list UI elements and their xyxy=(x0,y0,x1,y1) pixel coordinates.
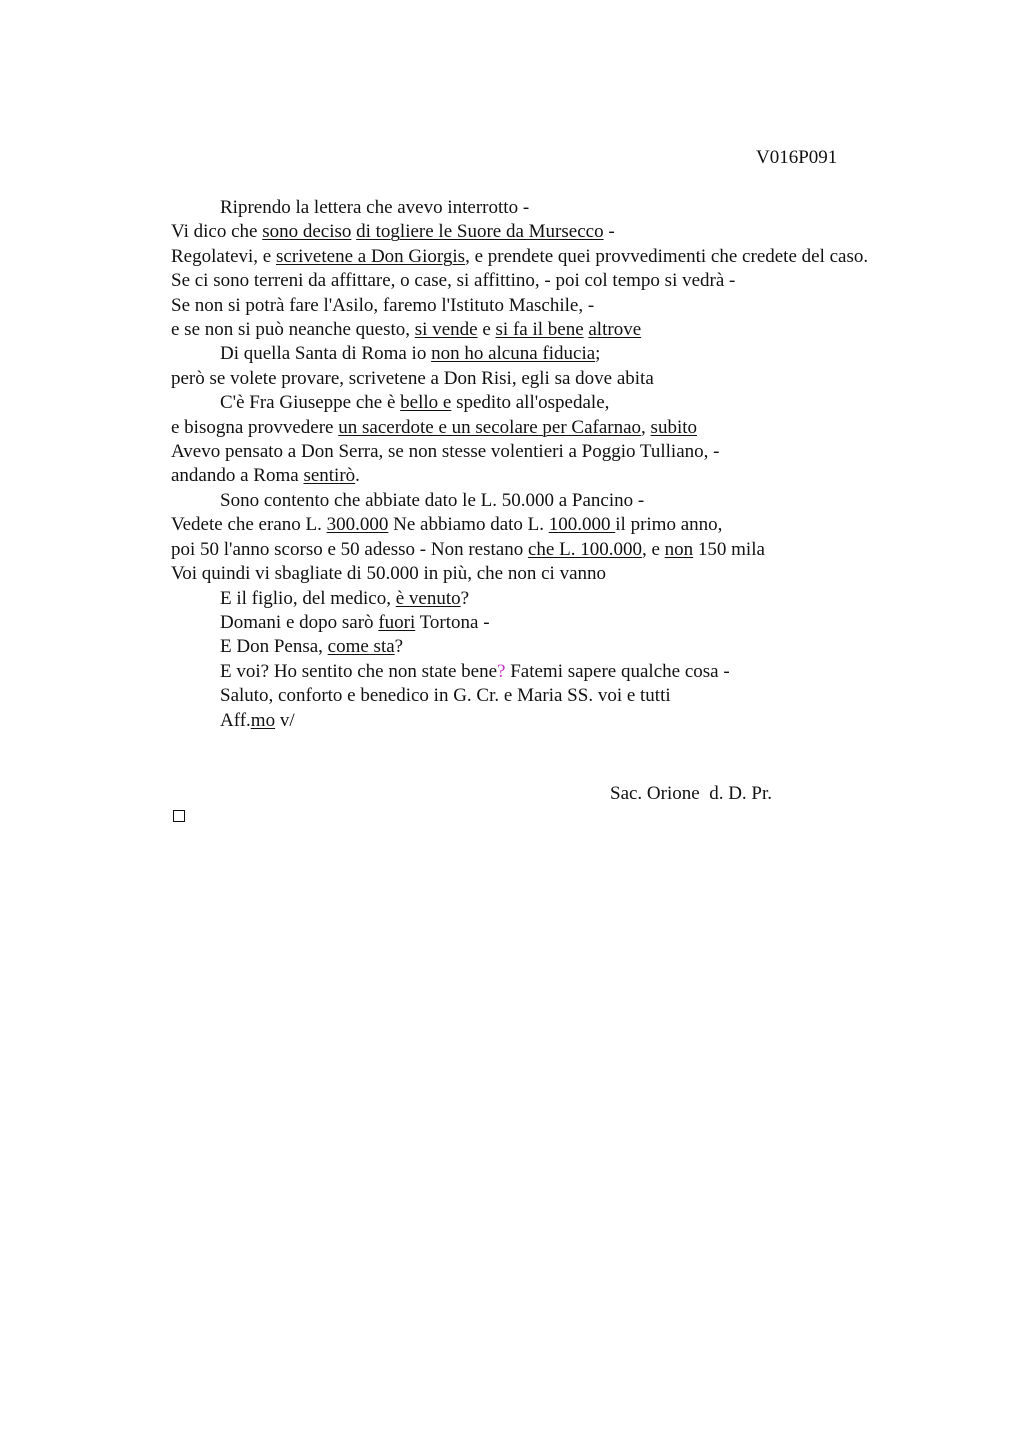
text-segment: E Don Pensa, xyxy=(220,636,328,658)
letter-line xyxy=(171,196,891,220)
letter-line xyxy=(171,318,891,342)
underlined-text: è venuto xyxy=(395,587,461,609)
text-segment: C'è Fra Giuseppe che è xyxy=(220,392,401,414)
text-segment: e se non si può neanche questo, xyxy=(171,319,415,341)
letter-line xyxy=(171,416,891,440)
text-segment: Saluto, conforto e benedico in G. Cr. e Maria SS. voi e tutti xyxy=(220,685,671,707)
underlined-text: sono deciso xyxy=(262,221,352,243)
underlined-text: bello e xyxy=(400,392,452,414)
letter-line xyxy=(171,342,891,366)
underlined-text: 300.000 xyxy=(326,514,389,536)
underlined-text: fuori xyxy=(378,611,416,633)
underlined-text: si vende xyxy=(414,319,478,341)
text-segment: Fatemi sapere qualche cosa - xyxy=(505,660,730,682)
text-segment: ; xyxy=(595,343,601,365)
text-segment: Riprendo la lettera che avevo interrotto - xyxy=(220,197,530,218)
text-segment: , e prendete quei provvedimenti che credete del caso. xyxy=(465,245,869,267)
letter-line xyxy=(171,269,891,293)
square-outline-icon xyxy=(173,810,185,822)
underlined-text: non xyxy=(664,538,694,560)
text-segment: Regolatevi, e xyxy=(171,245,276,267)
text-segment: Vedete che erano L. xyxy=(171,514,327,536)
text-segment: ? xyxy=(460,587,470,609)
text-segment: Se non si potrà fare l'Asilo, faremo l'Istituto Maschile, - xyxy=(171,294,595,316)
letter-line xyxy=(171,611,891,635)
letter-line xyxy=(171,489,891,513)
letter-line xyxy=(171,245,891,269)
text-segment: Tortona - xyxy=(415,611,490,633)
letter-line xyxy=(171,562,891,586)
text-segment: - xyxy=(603,221,615,243)
text-segment: . xyxy=(355,465,360,487)
letter-line xyxy=(171,635,891,659)
letter-line xyxy=(171,220,891,244)
underlined-text: di togliere le Suore da Mursecco xyxy=(356,221,604,243)
underlined-text: si fa il bene xyxy=(495,319,584,341)
letter-line xyxy=(171,587,891,611)
text-segment: Vi dico che xyxy=(171,221,263,243)
text-segment: Sono contento che abbiate dato le L. 50.000 a Pancino - xyxy=(220,489,645,511)
text-segment: 150 mila xyxy=(693,538,765,560)
signature: Sac. Orione d. D. Pr. xyxy=(610,783,773,804)
letter-line xyxy=(171,660,891,684)
text-segment: Se ci sono terreni da affittare, o case, si affittino, - poi col tempo si vedrà - xyxy=(171,270,736,292)
underlined-text: mo xyxy=(250,709,276,731)
text-segment: , e xyxy=(641,538,665,560)
underlined-text: sentirò xyxy=(303,465,356,487)
text-segment: Aff. xyxy=(220,709,251,731)
text-segment: Di quella Santa di Roma io xyxy=(220,343,432,365)
text-segment: Ne abbiamo dato L. xyxy=(388,514,549,536)
text-segment: spedito all'ospedale, xyxy=(451,392,610,414)
text-segment: , xyxy=(641,416,651,438)
underlined-text: altrove xyxy=(588,319,642,341)
letter-line xyxy=(171,538,891,562)
underlined-text: 100.000 xyxy=(548,514,616,536)
text-segment: e xyxy=(477,319,496,341)
letter-line xyxy=(171,367,891,391)
letter-line xyxy=(171,684,891,708)
underlined-text: non ho alcuna fiducia xyxy=(431,343,596,365)
text-segment: poi 50 l'anno scorso e 50 adesso - Non restano xyxy=(171,538,528,560)
text-segment: Domani e dopo sarò xyxy=(220,611,379,633)
letter-line xyxy=(171,294,891,318)
text-segment: e bisogna provvedere xyxy=(171,416,339,438)
highlighted-mark: ? xyxy=(497,660,506,682)
letter-line xyxy=(171,464,891,488)
underlined-text: che L. 100.000 xyxy=(527,538,642,560)
document-id: V016P091 xyxy=(756,147,838,168)
letter-line xyxy=(171,440,891,464)
letter-line xyxy=(171,391,891,415)
text-segment: v/ xyxy=(275,709,295,731)
underlined-text: subito xyxy=(650,416,697,438)
text-segment: E voi? Ho sentito che non state bene xyxy=(220,660,498,682)
letter-line xyxy=(171,513,891,537)
text-segment: però se volete provare, scrivetene a Don Risi, egli sa dove abita xyxy=(171,367,654,389)
text-segment: il primo anno, xyxy=(615,514,723,536)
text-segment: E il figlio, del medico, xyxy=(220,587,396,609)
letter-line xyxy=(171,709,891,733)
text-segment: andando a Roma xyxy=(171,465,304,487)
underlined-text: scrivetene a Don Giorgis xyxy=(276,245,466,267)
underlined-text: un sacerdote e un secolare per Cafarnao xyxy=(338,416,642,438)
text-segment: Voi quindi vi sbagliate di 50.000 in più, che non ci vanno xyxy=(171,563,607,585)
text-segment: Avevo pensato a Don Serra, se non stesse volentieri a Poggio Tulliano, - xyxy=(171,441,720,463)
text-segment: ? xyxy=(394,636,404,658)
underlined-text: come sta xyxy=(327,636,395,658)
letter-body xyxy=(171,196,891,733)
